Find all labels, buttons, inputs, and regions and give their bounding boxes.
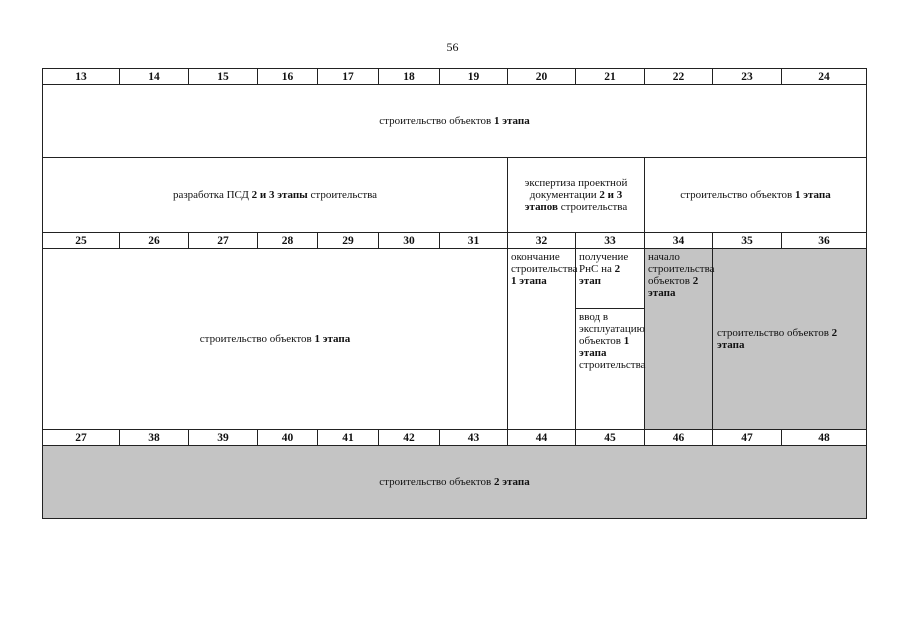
schedule-row-4: [43, 446, 867, 519]
header-cell: 35: [713, 233, 782, 249]
stage-1-construction-cell: [43, 85, 867, 158]
header-cell: 14: [120, 69, 189, 85]
header-cell: 15: [189, 69, 258, 85]
header-cell: 38: [120, 430, 189, 446]
cell-bold-text: 2 этапа: [717, 327, 838, 351]
cell-text: строительство объектов: [379, 476, 494, 488]
header-cell: 24: [782, 69, 867, 85]
cell-text: строительства: [557, 201, 628, 213]
cell-text: строительство объектов: [680, 189, 795, 201]
header-cell: 32: [508, 233, 576, 249]
cell-bold-text: 2 и 3 этапы: [251, 189, 308, 201]
cell-text: строительства: [307, 189, 378, 201]
psd-development-cell: [43, 158, 508, 233]
design-expertise-cell: [508, 158, 645, 233]
header-cell: 27: [189, 233, 258, 249]
header-cell: 43: [440, 430, 508, 446]
header-cell: 31: [440, 233, 508, 249]
cell-bold-text: 2 этапа: [648, 275, 699, 299]
stage-2-start-cell: [645, 249, 713, 430]
header-cell: 27: [43, 430, 120, 446]
header-cell: 45: [576, 430, 645, 446]
header-row-2: [43, 233, 867, 249]
header-cell: 18: [379, 69, 440, 85]
header-row-1: [43, 69, 867, 85]
header-cell: 29: [318, 233, 379, 249]
header-cell: 20: [508, 69, 576, 85]
header-cell: 40: [258, 430, 318, 446]
permit-stage-2-cell: [576, 249, 645, 309]
header-cell: 42: [379, 430, 440, 446]
cell-bold-text: 2 и 3 этапов: [524, 189, 623, 213]
header-cell: 17: [318, 69, 379, 85]
cell-text: строительство объектов: [379, 115, 494, 127]
cell-text: строительства: [579, 359, 646, 371]
header-cell: 28: [258, 233, 318, 249]
stage-1-completion-cell: [508, 249, 576, 430]
header-cell: 41: [318, 430, 379, 446]
cell-text: строительство объектов: [199, 333, 315, 345]
header-cell: 19: [440, 69, 508, 85]
header-cell: 16: [258, 69, 318, 85]
cell-bold-text: 1 этапа: [493, 115, 530, 127]
cell-bold-text: 1 этапа: [511, 275, 547, 287]
header-cell: 21: [576, 69, 645, 85]
header-cell: 33: [576, 233, 645, 249]
cell-text: экспертиза проектной документации: [524, 177, 628, 201]
header-cell: 25: [43, 233, 120, 249]
cell-text: разработка ПСД: [172, 189, 252, 201]
cell-bold-text: 1 этапа: [314, 333, 351, 345]
header-cell: 34: [645, 233, 713, 249]
cell-text: ввод в эксплуатацию объектов: [579, 311, 645, 347]
header-cell: 36: [782, 233, 867, 249]
header-cell: 46: [645, 430, 713, 446]
schedule-row-1: [43, 85, 867, 158]
header-cell: 13: [43, 69, 120, 85]
header-cell: 48: [782, 430, 867, 446]
cell-text: окончание строительства: [511, 251, 578, 275]
commissioning-stage-1-cell: [576, 309, 645, 430]
schedule-table: [42, 68, 867, 519]
schedule-row-3: [43, 249, 867, 309]
cell-bold-text: 2 этапа: [493, 476, 530, 488]
cell-bold-text: 1 этапа: [579, 335, 630, 359]
stage-2-construction-cell: [713, 249, 867, 430]
header-cell: 26: [120, 233, 189, 249]
stage-1-construction-cell: [645, 158, 867, 233]
header-cell: 30: [379, 233, 440, 249]
header-cell: 39: [189, 430, 258, 446]
header-cell: 23: [713, 69, 782, 85]
cell-bold-text: 2 этап: [579, 263, 621, 287]
cell-text: начало строительства объектов: [648, 251, 715, 287]
stage-2-construction-cell: [43, 446, 867, 519]
header-cell: 47: [713, 430, 782, 446]
header-cell: 44: [508, 430, 576, 446]
schedule-row-2: [43, 158, 867, 233]
header-cell: 22: [645, 69, 713, 85]
header-row-3: [43, 430, 867, 446]
stage-1-construction-cell: [43, 249, 508, 430]
cell-bold-text: 1 этапа: [794, 189, 831, 201]
cell-text: получение РнС на: [579, 251, 629, 275]
page-number: 56: [446, 40, 459, 54]
cell-text: строительство объектов: [717, 327, 832, 339]
